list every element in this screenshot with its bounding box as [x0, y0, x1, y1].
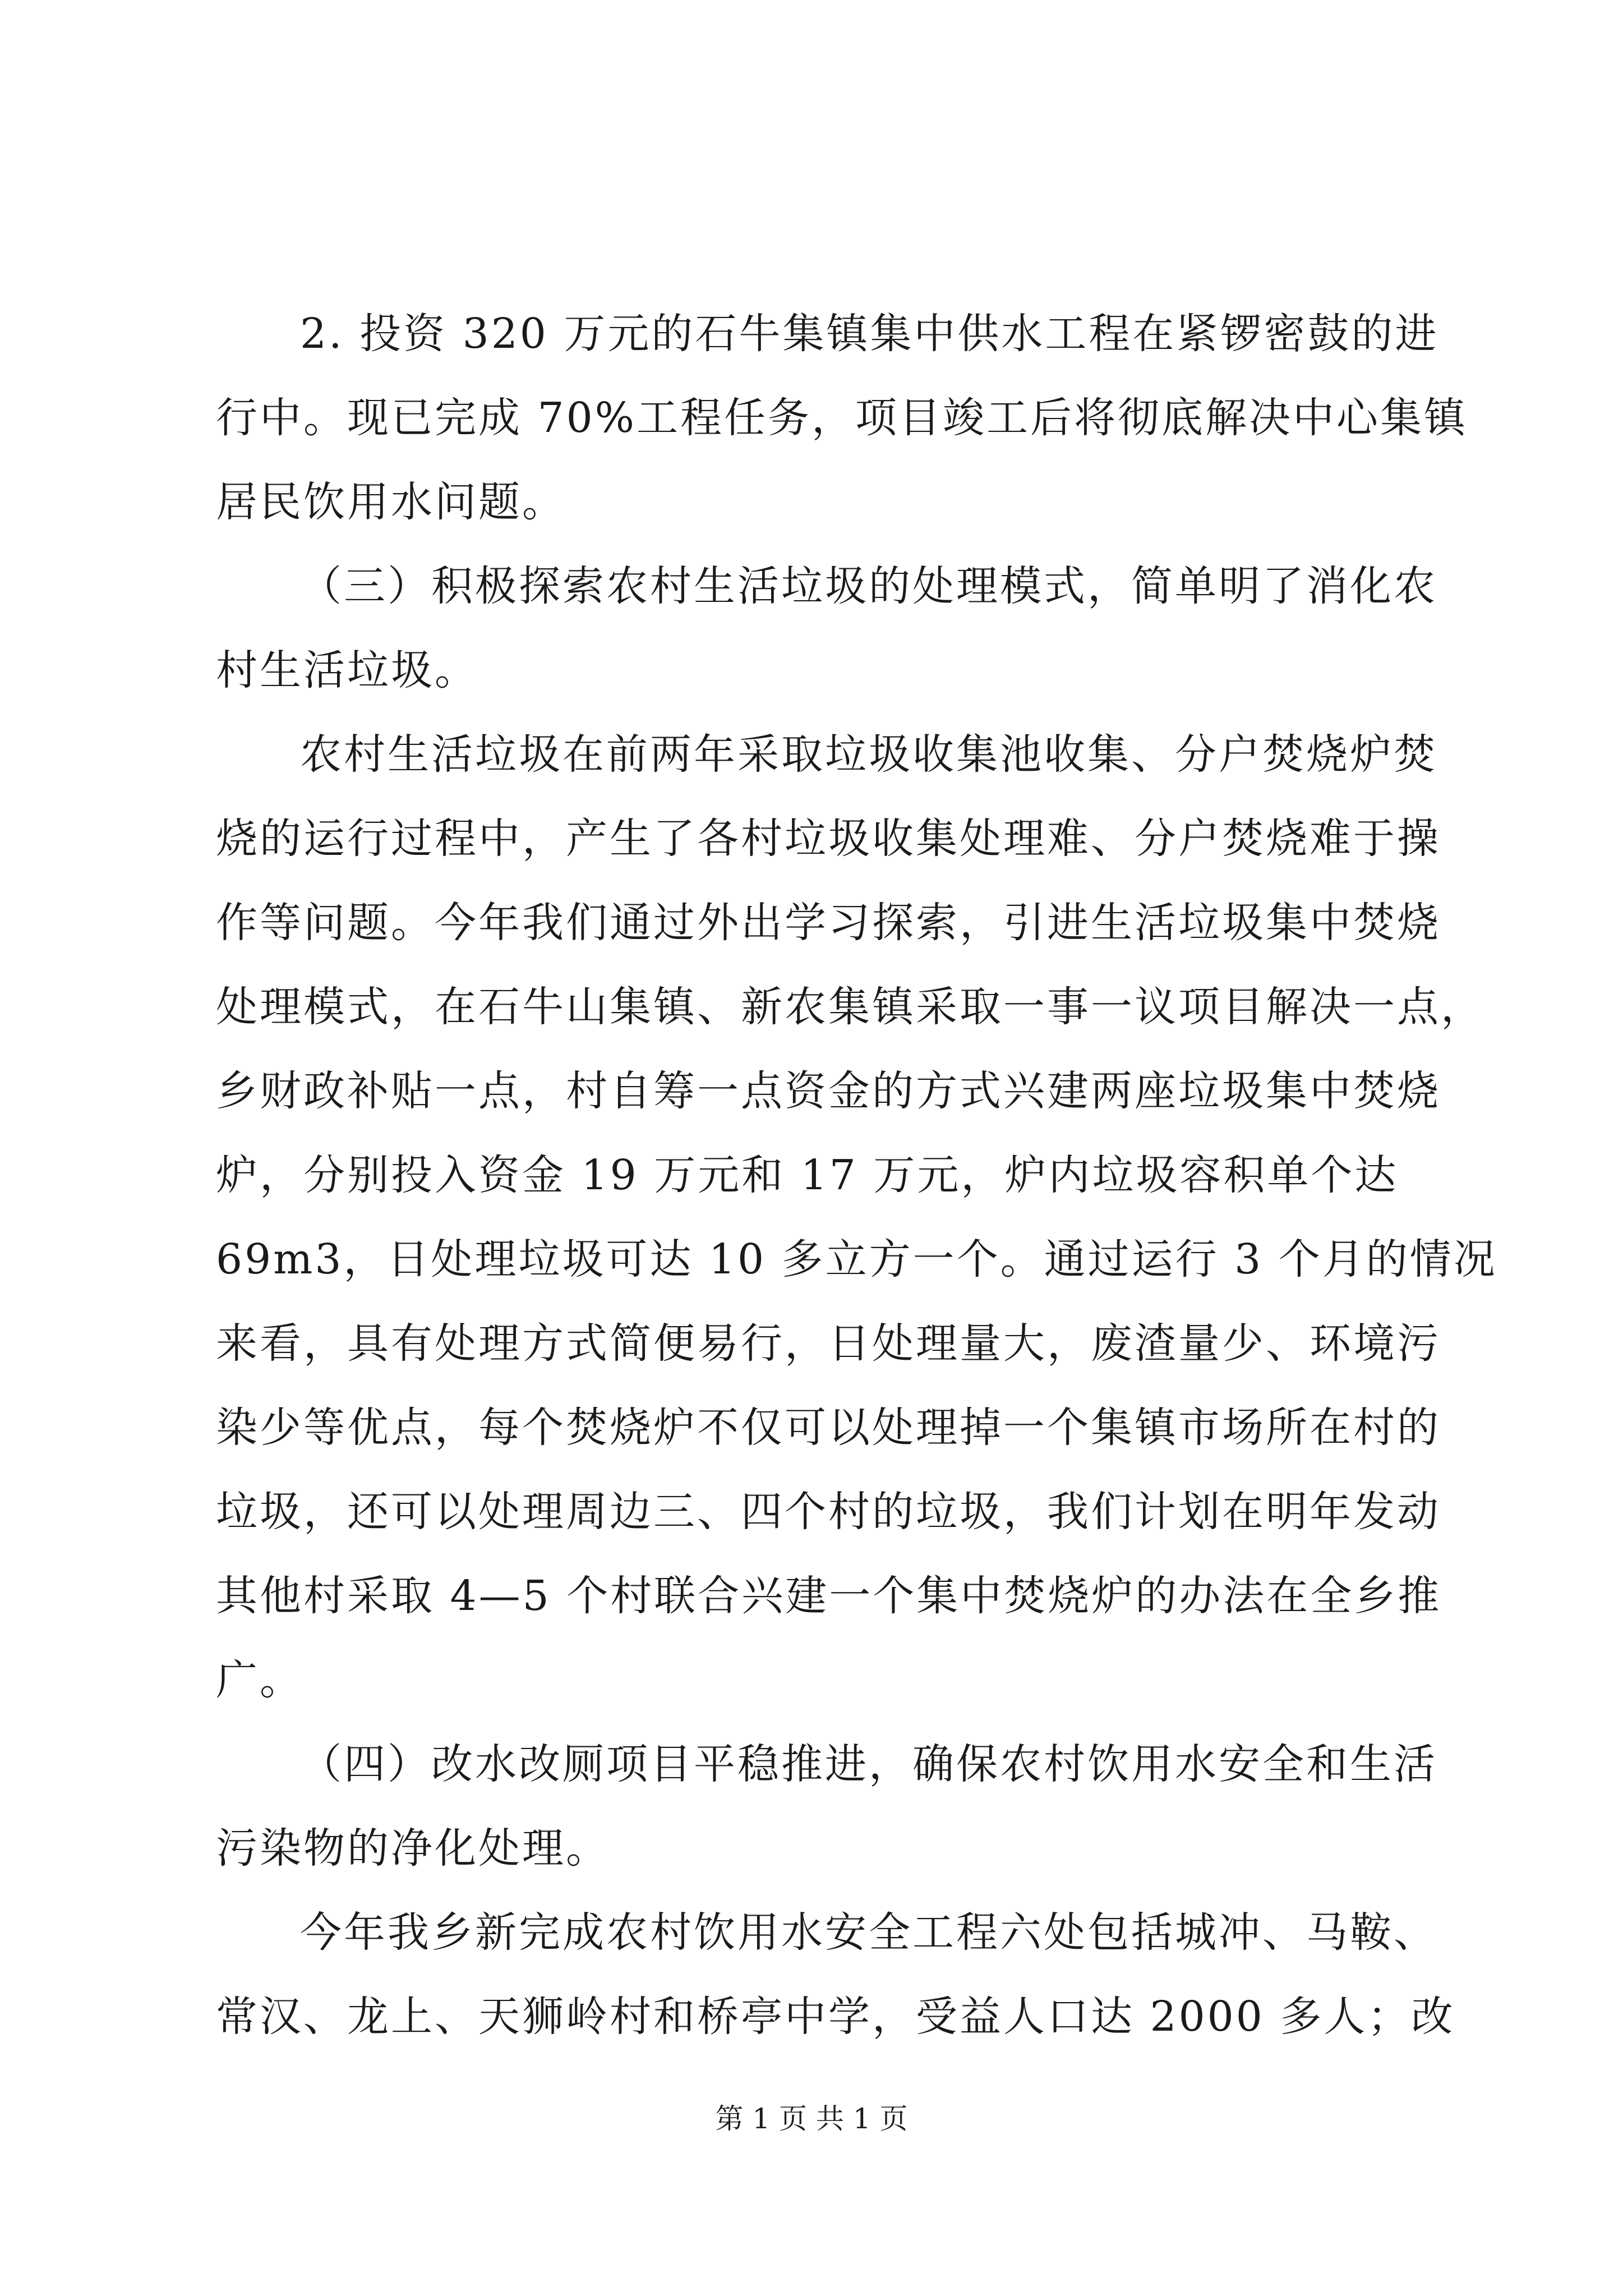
section-heading-line: 污染物的净化处理。	[216, 1824, 610, 1872]
paragraph-line: 来看，具有处理方式简便易行，日处理量大，废渣量少、环境污	[216, 1319, 1441, 1368]
page-number-footer: 第 1 页 共 1 页	[715, 2102, 908, 2135]
section-heading-line: 村生活垃圾。	[216, 646, 478, 694]
section-heading-line: （四）改水改厕项目平稳推进，确保农村饮用水安全和生活	[300, 1740, 1437, 1788]
paragraph-line: 2. 投资 320 万元的石牛集镇集中供水工程在紧锣密鼓的进	[300, 310, 1439, 358]
paragraph-line: 广。	[216, 1656, 303, 1704]
paragraph-line: 染少等优点，每个焚烧炉不仅可以处理掉一个集镇市场所在村的	[216, 1404, 1441, 1452]
section-heading-line: （三）积极探索农村生活垃圾的处理模式，简单明了消化农	[300, 562, 1437, 610]
paragraph-line: 作等问题。今年我们通过外出学习探索，引进生活垃圾集中焚烧	[216, 899, 1441, 947]
paragraph-line: 垃圾，还可以处理周边三、四个村的垃圾，我们计划在明年发动	[216, 1488, 1441, 1536]
paragraph-line: 其他村采取 4—5 个村联合兴建一个集中焚烧炉的办法在全乡推	[216, 1572, 1442, 1620]
paragraph-line: 69m3，日处理垃圾可达 10 多立方一个。通过运行 3 个月的情况	[216, 1235, 1497, 1283]
paragraph-line: 农村生活垃圾在前两年采取垃圾收集池收集、分户焚烧炉焚	[300, 730, 1437, 779]
paragraph-line: 居民饮用水问题。	[216, 478, 566, 526]
paragraph-line: 处理模式，在石牛山集镇、新农集镇采取一事一议项目解决一点，	[216, 983, 1484, 1031]
paragraph-line: 乡财政补贴一点，村自筹一点资金的方式兴建两座垃圾集中焚烧	[216, 1067, 1441, 1115]
paragraph-line: 行中。现已完成 70%工程任务，项目竣工后将彻底解决中心集镇	[216, 394, 1468, 442]
paragraph-line: 常汉、龙上、天狮岭村和桥亭中学，受益人口达 2000 多人；改	[216, 1993, 1455, 2041]
paragraph-line: 烧的运行过程中，产生了各村垃圾收集处理难、分户焚烧难于操	[216, 815, 1441, 863]
paragraph-line: 今年我乡新完成农村饮用水安全工程六处包括城冲、马鞍、	[300, 1908, 1437, 1957]
paragraph-line: 炉，分别投入资金 19 万元和 17 万元，炉内垃圾容积单个达	[216, 1151, 1399, 1199]
